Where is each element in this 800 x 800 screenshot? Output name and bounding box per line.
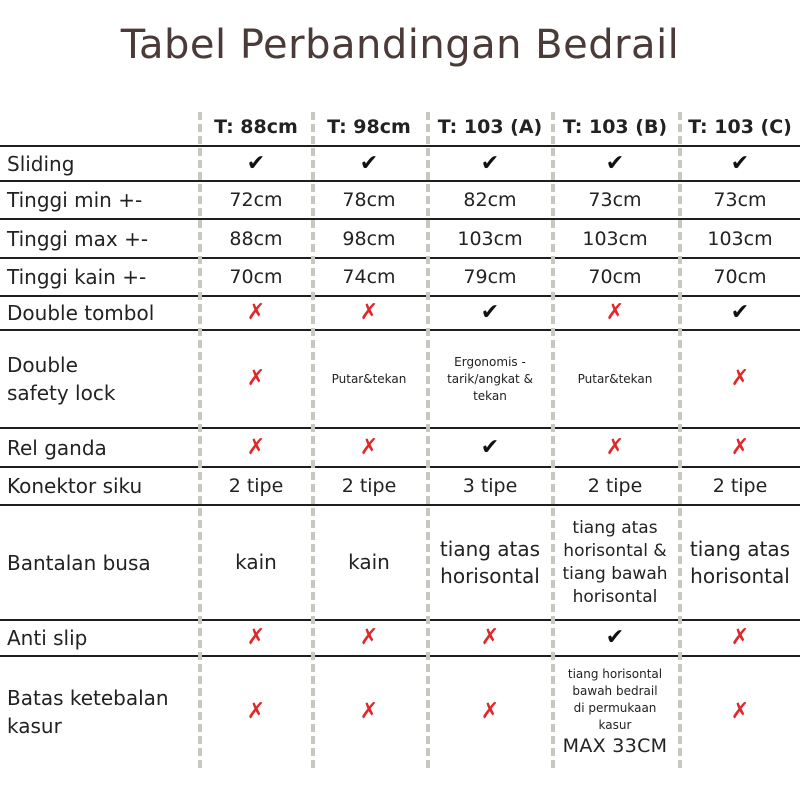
table-cell: [681, 296, 799, 330]
table-cell: [429, 656, 551, 768]
table-cell: [429, 219, 551, 258]
cross-icon: ✗: [480, 625, 500, 650]
cell-value: 2 tipe: [712, 475, 768, 497]
column-header-1: T: 88cm: [214, 116, 298, 138]
table-cell: [429, 296, 551, 330]
table-row-bantalan-busa: [0, 505, 800, 620]
checkmark-icon: ✔: [605, 625, 625, 650]
checkmark-icon: ✔: [730, 300, 750, 325]
checkmark-icon: ✔: [730, 150, 750, 176]
cell-value: 72cm: [229, 189, 283, 211]
cross-icon: ✗: [246, 300, 266, 325]
cell-value: 79cm: [463, 266, 517, 288]
table-cell: [429, 620, 551, 656]
cell-value: 103cm: [582, 227, 648, 250]
table-cell: [553, 258, 677, 296]
cross-icon: ✗: [605, 434, 625, 460]
table-cell: [553, 428, 677, 467]
cell-value: 98cm: [342, 227, 396, 250]
table-cell: [200, 330, 312, 428]
table-cell: [681, 656, 799, 768]
checkmark-icon: ✔: [605, 150, 625, 176]
table-row-konektor-siku: [0, 467, 800, 505]
table-row-tinggi-kain: [0, 258, 800, 296]
table-cell: [681, 181, 799, 219]
table-row-rel-ganda: [0, 428, 800, 467]
table-cell: [200, 296, 312, 330]
cell-value: 103cm: [457, 227, 523, 250]
row-label: Anti slip: [7, 626, 88, 650]
cell-value: 2 tipe: [587, 475, 643, 497]
cell-value: 88cm: [229, 227, 283, 250]
table-cell: [429, 258, 551, 296]
row-label: Sliding: [7, 151, 75, 176]
cell-value: 3 tipe: [462, 475, 518, 497]
row-label: Tinggi max +-: [7, 226, 149, 251]
cell-value: Putar&tekan: [577, 371, 653, 386]
cell-value: 70cm: [229, 266, 283, 288]
cross-icon: ✗: [730, 366, 750, 391]
table-cell: [429, 505, 551, 620]
table-cell: [681, 505, 799, 620]
cell-value: 103cm: [707, 227, 773, 250]
cross-icon: ✗: [730, 434, 750, 460]
cross-icon: ✗: [480, 699, 500, 724]
table-cell: [311, 296, 427, 330]
table-cell: [429, 146, 551, 181]
column-header-5: T: 103 (C): [688, 116, 792, 138]
page-title: Tabel Perbandingan Bedrail: [120, 22, 680, 68]
cell-value: 78cm: [342, 189, 396, 211]
cell-value: Putar&tekan: [331, 371, 407, 386]
table-cell: [553, 330, 677, 428]
table-row-double-safety-lock: [0, 330, 800, 428]
table-cell: [311, 467, 427, 505]
cross-icon: ✗: [730, 625, 750, 650]
cell-value: 2 tipe: [228, 475, 284, 497]
table-cell: [681, 219, 799, 258]
row-label: Konektor siku: [7, 474, 143, 498]
cell-value: 70cm: [713, 266, 767, 288]
cell-value: 73cm: [713, 189, 767, 211]
table-cell: [200, 620, 312, 656]
cell-value: tiang atas horisontal: [689, 536, 791, 588]
table-cell: [200, 656, 312, 768]
table-cell: [311, 620, 427, 656]
checkmark-icon: ✔: [246, 150, 266, 176]
table-cell: [311, 505, 427, 620]
table-cell: [311, 146, 427, 181]
table-cell: [553, 467, 677, 505]
table-cell: [429, 467, 551, 505]
cell-value: 74cm: [342, 266, 396, 288]
row-label: Bantalan busa: [7, 550, 151, 575]
table-cell: [553, 296, 677, 330]
cell-value: 82cm: [463, 189, 517, 211]
checkmark-icon: ✔: [480, 150, 500, 176]
table-cell: [311, 219, 427, 258]
table-cell: [681, 428, 799, 467]
row-label: Batas ketebalan kasur: [7, 686, 169, 738]
column-header-2: T: 98cm: [327, 116, 411, 138]
table-row-tinggi-min: [0, 181, 800, 219]
table-cell: [681, 258, 799, 296]
table-cell: [553, 219, 677, 258]
column-header-4: T: 103 (B): [562, 116, 668, 138]
row-label: Rel ganda: [7, 435, 107, 460]
table-cell: [200, 258, 312, 296]
table-cell: [311, 428, 427, 467]
table-cell: [311, 656, 427, 768]
table-cell: [553, 181, 677, 219]
cross-icon: ✗: [246, 699, 266, 724]
table-cell: [200, 467, 312, 505]
cell-value: Ergonomis - tarik/angkat & tekan: [447, 354, 533, 403]
cross-icon: ✗: [246, 625, 266, 650]
cell-value: 2 tipe: [341, 475, 397, 497]
table-cell: [200, 181, 312, 219]
checkmark-icon: ✔: [359, 150, 379, 176]
cell-value: kain: [348, 550, 390, 574]
table-cell: [553, 620, 677, 656]
table-cell: [311, 330, 427, 428]
cell-value: tiang atas horisontal: [439, 536, 541, 588]
cross-icon: ✗: [359, 699, 379, 724]
cross-icon: ✗: [359, 300, 379, 325]
cell-value: 70cm: [588, 266, 642, 288]
row-label: Tinggi min +-: [7, 188, 143, 212]
cross-icon: ✗: [605, 300, 625, 325]
table-cell: [429, 181, 551, 219]
table-cell: [681, 146, 799, 181]
cell-value: tiang horisontal bawah bedrail di permukaan kasur: [567, 667, 663, 732]
checkmark-icon: ✔: [480, 434, 500, 460]
cross-icon: ✗: [359, 625, 379, 650]
row-label: Tinggi kain +-: [7, 265, 147, 289]
table-cell: [429, 428, 551, 467]
table-cell: [311, 258, 427, 296]
table-cell: [200, 146, 312, 181]
cross-icon: ✗: [730, 699, 750, 724]
table-cell: [681, 467, 799, 505]
table-cell: [429, 330, 551, 428]
table-row-double-tombol: [0, 296, 800, 330]
cross-icon: ✗: [246, 366, 266, 391]
table-cell: [553, 505, 677, 620]
cross-icon: ✗: [246, 434, 266, 460]
cell-value: kain: [235, 550, 277, 574]
row-label: Double tombol: [7, 301, 155, 325]
cell-value-extra: MAX 33CM: [562, 735, 668, 757]
cross-icon: ✗: [359, 434, 379, 460]
table-cell: [311, 181, 427, 219]
cell-value: 73cm: [588, 189, 642, 211]
table-row-tinggi-max: [0, 219, 800, 258]
table-cell: [553, 656, 677, 768]
checkmark-icon: ✔: [480, 300, 500, 325]
table-cell: [200, 219, 312, 258]
cell-value: tiang atas horisontal & tiang bawah horisontal: [562, 517, 668, 607]
table-row-batas-ketebalan-kasur: [0, 656, 800, 768]
table-cell: [200, 428, 312, 467]
table-cell: [681, 620, 799, 656]
table-row-sliding: [0, 146, 800, 181]
column-header-3: T: 103 (A): [437, 116, 543, 138]
row-label: Double safety lock: [7, 353, 116, 405]
table-row-anti-slip: [0, 620, 800, 656]
table-cell: [200, 505, 312, 620]
table-cell: [553, 146, 677, 181]
table-cell: [681, 330, 799, 428]
